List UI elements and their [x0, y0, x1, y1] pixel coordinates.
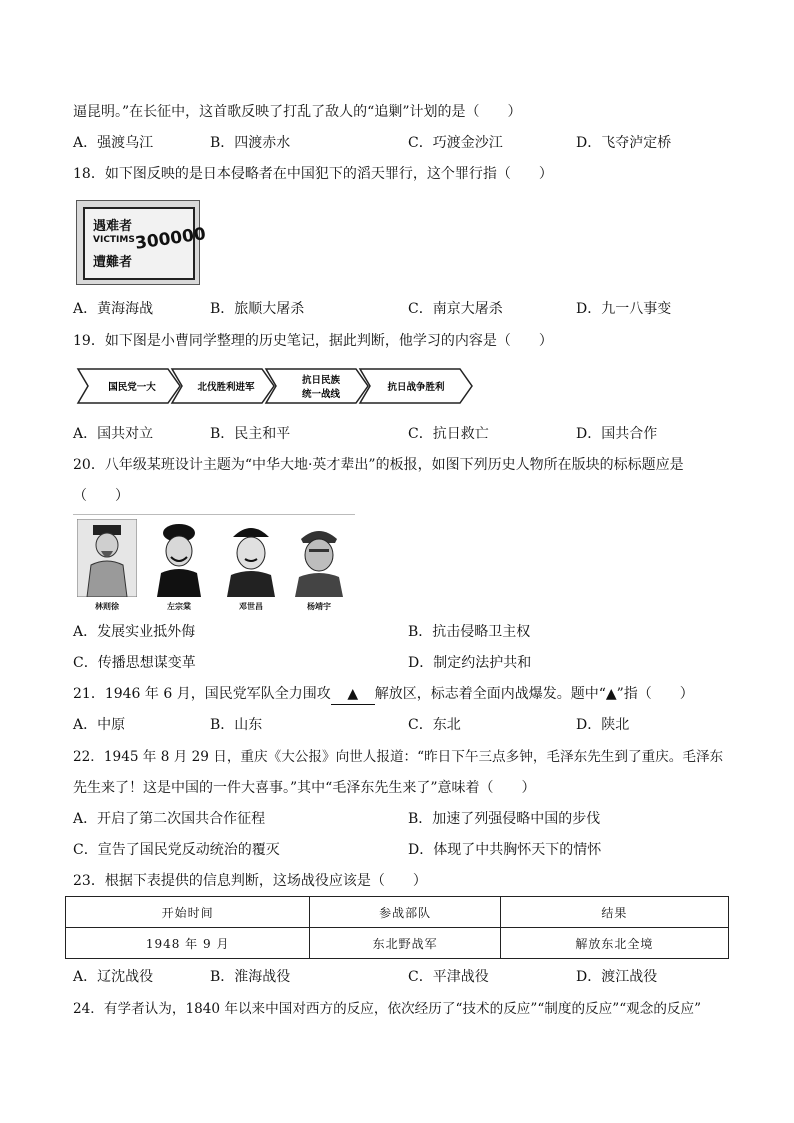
table-cell-start-time: 1948 年 9 月 [66, 928, 310, 959]
q24-stem: 24．有学者认为，1840 年以来中国对西方的反应，依次经历了“技术的反应”“制度的反应”“观念的反应” [73, 1001, 702, 1017]
q21-stem-part2: 解放区，标志着全面内战爆发。题中“▲”指（ ） [374, 686, 694, 702]
q22-option-a[interactable]: A．开启了第二次国共合作征程 [73, 811, 266, 827]
victims-text-line3: 遭難者 [93, 255, 133, 270]
q17-option-d[interactable]: D．飞夺泸定桥 [576, 135, 672, 151]
victims-text-line2: VICTIMS [93, 235, 135, 245]
q20-options-row1 [73, 622, 733, 642]
q20-stem-paren: （ ） [73, 488, 129, 504]
q21-stem-part1: 21．1946 年 6 月，国民党军队全力围攻 [73, 686, 331, 702]
q21-option-b[interactable]: B．山东 [210, 717, 263, 733]
victims-number: 300000 [133, 224, 208, 254]
table-header-row [66, 897, 729, 928]
q23-option-b[interactable]: B．淮海战役 [210, 969, 291, 985]
table-cell-troops: 东北野战军 [310, 928, 501, 959]
q20-stem: 20．八年级某班设计主题为“中华大地·英才辈出”的板报，如图下列历史人物所在版块的标标题应是 [73, 457, 684, 473]
q23-option-c[interactable]: C．平津战役 [408, 969, 489, 985]
q23-options [73, 967, 733, 987]
q19-option-a[interactable]: A．国共对立 [73, 426, 154, 442]
q23-option-d[interactable]: D．渡江战役 [576, 969, 658, 985]
flow-step-1: 国民党一大 [108, 382, 156, 393]
portrait-name-1: 林则徐 [95, 602, 119, 611]
q17-option-c[interactable]: C．巧渡金沙江 [408, 135, 503, 151]
q20-option-b[interactable]: B．抗击侵略卫主权 [408, 624, 531, 640]
q19-option-c[interactable]: C．抗日救亡 [408, 426, 489, 442]
flow-step-4: 抗日战争胜利 [387, 382, 445, 393]
portrait-yang-jingyu [289, 519, 349, 597]
q23-info-table [65, 896, 729, 959]
q22-stem-line1: 22．1945 年 8 月 29 日，重庆《大公报》向世人报道：“昨日下午三点多钟，毛泽东先生到了重庆。毛泽东 [73, 749, 724, 765]
q23-stem: 23．根据下表提供的信息判断，这场战役应该是（ ） [73, 873, 427, 889]
q18-option-d[interactable]: D．九一八事变 [576, 301, 672, 317]
q17-stem-continuation: 逼昆明。”在长征中，这首歌反映了打乱了敌人的“追剿”计划的是（ ） [73, 104, 522, 120]
q17-options [73, 133, 733, 153]
q21-option-a[interactable]: A．中原 [73, 717, 126, 733]
portrait-name-3: 邓世昌 [239, 602, 263, 611]
portrait-name-2: 左宗棠 [167, 602, 191, 611]
historical-figures-portraits [73, 514, 355, 615]
portrait-name-4: 杨靖宇 [307, 602, 331, 611]
q21-blank: ▲ [331, 684, 375, 705]
portrait-zuo-zongtang [149, 519, 209, 597]
q22-option-b[interactable]: B．加速了列强侵略中国的步伐 [408, 811, 601, 827]
table-cell-result: 解放东北全境 [500, 928, 728, 959]
q22-options-row2 [73, 840, 733, 860]
q21-options [73, 715, 733, 735]
q22-options-row1 [73, 809, 733, 829]
flow-step-2: 北伐胜利进军 [197, 382, 255, 393]
table-header-troops: 参战部队 [310, 897, 501, 928]
q20-option-c[interactable]: C．传播思想谋变革 [73, 655, 196, 671]
history-notes-flow-diagram [76, 366, 476, 406]
victims-memorial-image [76, 200, 208, 285]
q20-option-a[interactable]: A．发展实业抵外侮 [73, 624, 196, 640]
table-header-start-time: 开始时间 [66, 897, 310, 928]
q22-option-d[interactable]: D．体现了中共胸怀天下的情怀 [408, 842, 602, 858]
q17-option-b[interactable]: B．四渡赤水 [210, 135, 291, 151]
q20-option-d[interactable]: D．制定约法护共和 [408, 655, 532, 671]
table-row [66, 928, 729, 959]
q19-option-b[interactable]: B．民主和平 [210, 426, 291, 442]
flow-step-3a: 抗日民族 [301, 375, 341, 386]
flow-step-3b: 统一战线 [301, 389, 341, 400]
q19-options [73, 424, 733, 444]
q18-option-a[interactable]: A．黄海海战 [73, 301, 154, 317]
q23-option-a[interactable]: A．辽沈战役 [73, 969, 154, 985]
q19-stem: 19．如下图是小曹同学整理的历史笔记，据此判断，他学习的内容是（ ） [73, 333, 553, 349]
q19-option-d[interactable]: D．国共合作 [576, 426, 658, 442]
q18-option-b[interactable]: B．旅顺大屠杀 [210, 301, 305, 317]
table-header-result: 结果 [500, 897, 728, 928]
q22-option-c[interactable]: C．宣告了国民党反动统治的覆灭 [73, 842, 280, 858]
portrait-lin-zexu [77, 519, 137, 597]
q21-stem [73, 684, 694, 705]
q18-option-c[interactable]: C．南京大屠杀 [408, 301, 503, 317]
portrait-deng-shichang [221, 519, 281, 597]
q18-stem: 18．如下图反映的是日本侵略者在中国犯下的滔天罪行，这个罪行指（ ） [73, 166, 553, 182]
q21-option-c[interactable]: C．东北 [408, 717, 461, 733]
q17-option-a[interactable]: A．强渡乌江 [73, 135, 154, 151]
q22-stem-line2: 先生来了！这是中国的一件大喜事。”其中“毛泽东先生来了”意味着（ ） [73, 780, 536, 796]
q21-option-d[interactable]: D．陕北 [576, 717, 630, 733]
q18-options [73, 299, 733, 319]
victims-text-line1: 遇难者 [93, 219, 133, 234]
q20-options-row2 [73, 653, 733, 673]
